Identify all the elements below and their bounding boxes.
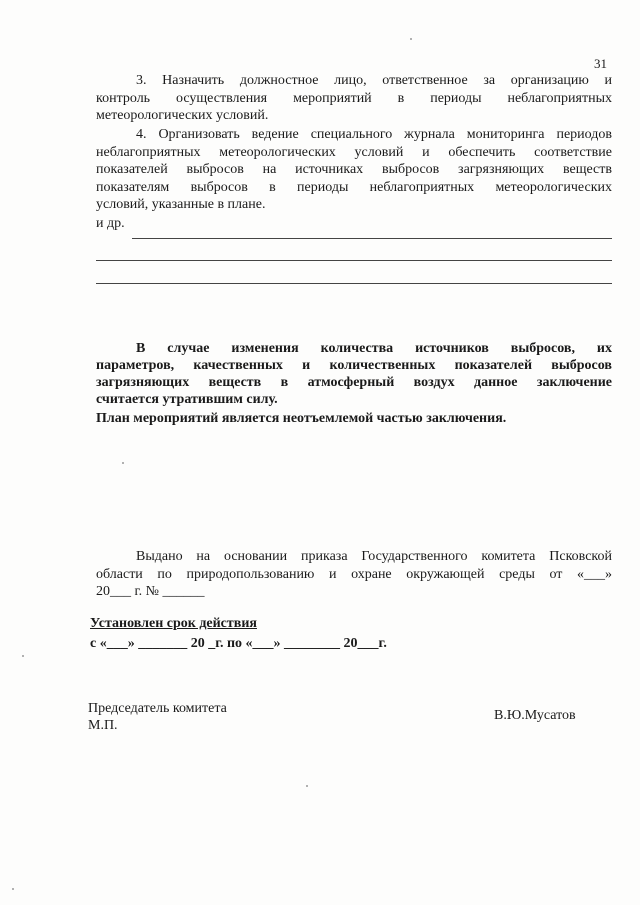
notice-line: считается утратившим силу. [96,392,278,407]
item-4-line: 4. Организовать ведение специального журнала мониторинга периодов [136,127,612,142]
signature-block [88,700,227,734]
blank-line-1 [132,238,612,239]
item-3-paragraph [96,72,612,125]
page-number: 31 [594,56,607,71]
validity-dates: с «___» _______ 20 _г. по «___» ________ 20___г. [90,636,387,651]
validity-block [90,614,387,654]
notice-line: загрязняющих веществ в атмосферный воздух данное заключение [96,375,612,390]
scan-speck [22,655,24,657]
item-3-line: метеорологических условий. [96,108,269,123]
stamp-place: М.П. [88,718,118,733]
issued-line: области по природопользованию и охране окружающей среды от «___» [96,566,612,582]
issued-line: 20___ г. № ______ [96,584,205,599]
blank-line-3 [96,283,612,284]
etc-label: и др. [96,216,125,231]
notice-line: параметров, качественных и количественных показателей выбросов [96,358,612,373]
validity-title: Установлен срок действия [90,616,257,631]
item-4-line: условий, указанные в плане. [96,197,266,212]
blank-line-2 [96,260,612,261]
scan-speck [122,462,124,464]
item-4-paragraph [96,126,612,214]
scan-speck [410,38,412,40]
etc-row [96,216,612,234]
plan-note: План мероприятий является неотъемлемой частью заключения. [96,411,507,426]
notice-line: В случае изменения количества источников выбросов, их [136,341,612,356]
item-3-line: 3. Назначить должностное лицо, ответственное за организацию и [136,73,612,88]
item-4-line: показателям выбросов в периоды неблагоприятных метеорологических [96,179,612,195]
item-4-line: показателей выбросов на источниках выбросов загрязняющих веществ [96,162,612,177]
issued-line: Выдано на основании приказа Государственного комитета Псковской [136,549,612,564]
notice-paragraph [96,340,612,408]
issued-paragraph [96,548,612,601]
signatory-position: Председатель комитета [88,701,227,716]
item-3-line: контроль осуществления мероприятий в периоды неблагоприятных [96,90,612,106]
scan-speck [12,888,14,890]
scan-speck [306,785,308,787]
signatory-name: В.Ю.Мусатов [494,708,576,723]
item-4-line: неблагоприятных метеорологических условий и обеспечить соответствие [96,144,612,160]
